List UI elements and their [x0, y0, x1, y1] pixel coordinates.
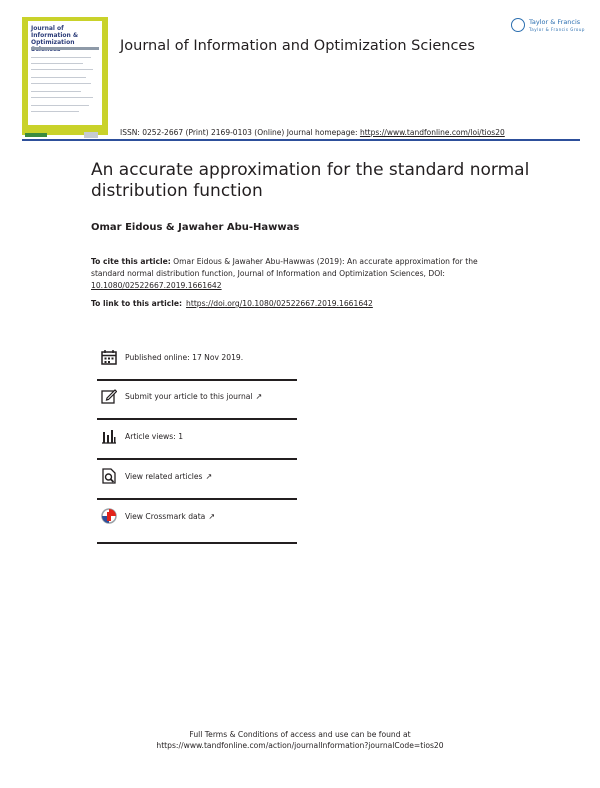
- cover-line: [31, 83, 91, 84]
- article-link-block: [91, 299, 373, 308]
- header-rule: [22, 139, 580, 141]
- article-views-row: [97, 428, 297, 448]
- published-online-text: Published online: 17 Nov 2019.: [125, 353, 244, 362]
- calendar-icon: [101, 349, 117, 365]
- citation-block: [91, 256, 511, 292]
- publisher-logo[interactable]: [511, 16, 583, 38]
- article-doi-link[interactable]: https://doi.org/10.1080/02522667.2019.1661642: [186, 299, 373, 308]
- issn-line: [120, 128, 505, 137]
- external-link-icon: ↗: [255, 392, 263, 401]
- footer-terms-link[interactable]: https://www.tandfonline.com/action/journalInformation?journalCode=tios20: [156, 741, 444, 750]
- journal-homepage-link[interactable]: https://www.tandfonline.com/loi/tios20: [359, 128, 505, 137]
- info-divider: [97, 542, 297, 544]
- cover-title: Journal of Information & Optimization: [31, 25, 79, 46]
- issn-text: ISSN: 0252-2667 (Print) 2169-0103 (Online) Journal homepage:: [120, 128, 360, 137]
- cover-line: [31, 63, 83, 64]
- submit-article-link[interactable]: [125, 392, 262, 401]
- related-articles-label: View related articles: [125, 472, 203, 481]
- citation-doi-link[interactable]: 10.1080/02522667.2019.1661642: [91, 281, 222, 290]
- cover-line: [31, 91, 81, 92]
- citation-label: To cite this article:: [91, 257, 171, 266]
- cover-line: [31, 111, 79, 112]
- crossmark-label: View Crossmark data: [125, 512, 206, 521]
- submit-article-label: Submit your article to this journal: [125, 392, 253, 401]
- info-divider: [97, 458, 297, 460]
- crossmark-row[interactable]: [97, 508, 297, 528]
- cover-bar: [31, 47, 99, 50]
- info-divider: [97, 418, 297, 420]
- article-authors: Omar Eidous & Jawaher Abu-Hawwas: [91, 222, 300, 233]
- cover-foot-box: [84, 132, 98, 138]
- footer-terms-text: Full Terms & Conditions of access and use can be found at: [189, 730, 411, 739]
- crossmark-icon: [101, 508, 117, 524]
- publisher-sub: Taylor & Francis Group: [529, 27, 585, 32]
- related-articles-link[interactable]: [125, 472, 212, 481]
- submit-article-row[interactable]: [97, 388, 297, 408]
- publisher-name: Taylor & Francis: [529, 18, 581, 26]
- external-link-icon: ↗: [208, 512, 216, 521]
- published-online-row: [97, 349, 297, 369]
- external-link-icon: ↗: [205, 472, 213, 481]
- document-search-icon: [101, 468, 117, 484]
- journal-cover-thumbnail[interactable]: [22, 17, 108, 135]
- cover-line: [31, 97, 93, 98]
- info-divider: [97, 379, 297, 381]
- article-views-text: Article views: 1: [125, 432, 184, 441]
- bar-chart-icon: [101, 428, 117, 444]
- link-label: To link to this article:: [91, 299, 183, 308]
- cover-line: [31, 77, 86, 78]
- cover-line: [31, 57, 91, 58]
- article-title: An accurate approximation for the standard normal distribution function: [91, 160, 530, 201]
- cover-line: [31, 69, 93, 70]
- journal-title: Journal of Information and Optimization Sciences: [120, 38, 475, 54]
- info-divider: [97, 498, 297, 500]
- cover-page: [28, 21, 102, 125]
- publisher-logo-icon: [511, 18, 525, 32]
- footer: [0, 729, 600, 751]
- crossmark-link[interactable]: [125, 512, 215, 521]
- publisher-mini-logo: [25, 133, 47, 137]
- related-articles-row[interactable]: [97, 468, 297, 488]
- cover-line: [31, 105, 89, 106]
- citation-text: Omar Eidous & Jawaher Abu-Hawwas (2019): An accurate approximation for the standard normal distribution function, Journal of Information and Optimization Sciences, DOI:: [91, 257, 478, 278]
- edit-icon: [101, 388, 117, 404]
